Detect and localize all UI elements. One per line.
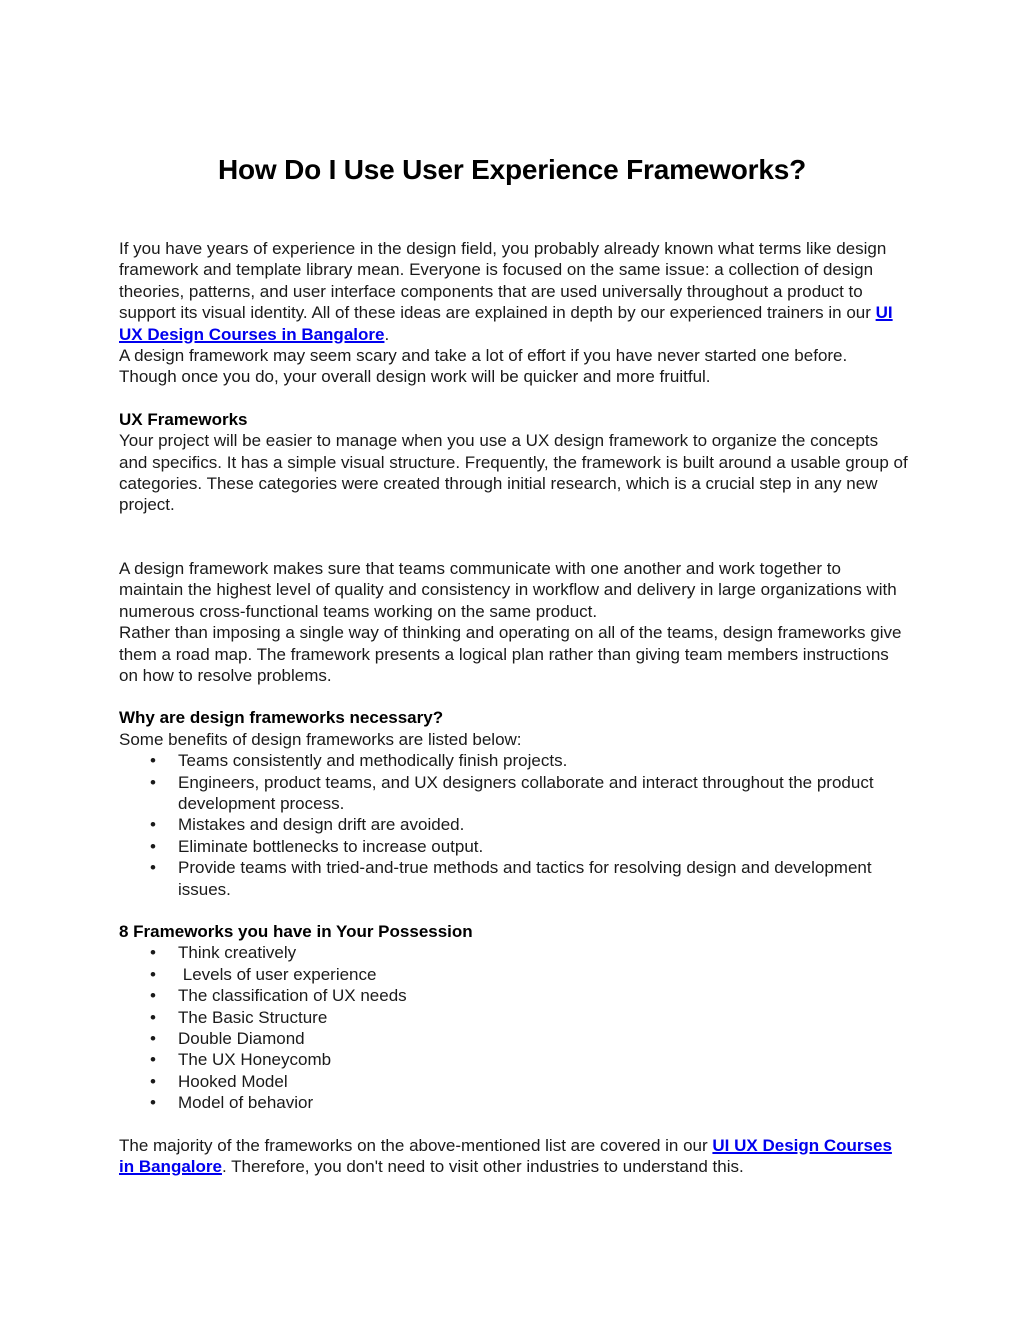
list-item-label: Engineers, product teams, and UX designers collaborate and interact throughout the product development process. [178, 772, 874, 813]
intro-text-part1: If you have years of experience in the design field, you probably already known what terms like design framework and template library mean. Everyone is focused on the same issue: a collection of design theories, patterns, and user interface components that are used universally throughout a product to support its visual identity. All of these ideas are explained in depth by our experienced trainers in our [119, 239, 887, 323]
list-item [119, 1028, 909, 1049]
bullet-icon: • [150, 1029, 156, 1048]
why-necessary-heading: Why are design frameworks necessary? [119, 708, 444, 728]
list-item [119, 985, 909, 1006]
page-title: How Do I Use User Experience Frameworks? [218, 153, 806, 185]
list-item [119, 814, 909, 835]
list-item-label: Double Diamond [178, 1029, 305, 1048]
list-item-label: The Basic Structure [178, 1007, 328, 1027]
spacer [119, 388, 909, 409]
bullet-icon: • [150, 836, 156, 856]
closing-paragraph [119, 1135, 909, 1178]
ui-ux-design-courses-link[interactable]: UI UX Design Courses in Bangalore [119, 303, 893, 344]
ux-frameworks-paragraph: Your project will be easier to manage when you use a UX design framework to organize the concepts and specifics. It has a simple visual structure. Frequently, the framework is built around a usable group of categories. These categories were created through initial research, which is a crucial step in any new project. [119, 431, 908, 515]
bullet-icon: • [150, 772, 156, 792]
list-item-label: The UX Honeycomb [178, 1050, 332, 1070]
bullet-icon: • [150, 858, 156, 878]
list-item-label: Teams consistently and methodically finish projects. [178, 751, 568, 771]
list-item-label: Mistakes and design drift are avoided. [178, 815, 465, 835]
list-item [119, 772, 909, 815]
frameworks-list [119, 942, 909, 1113]
list-item [119, 1092, 909, 1113]
list-item-label: The classification of UX needs [178, 986, 407, 1006]
list-item-label: Think creatively [178, 943, 297, 963]
closing-text-part1: The majority of the frameworks on the above-mentioned list are covered in our [119, 1135, 713, 1155]
list-item-label: Provide teams with tried-and-true methods and tactics for resolving design and development issues. [178, 858, 872, 899]
list-item [119, 750, 909, 771]
bullet-icon: • [150, 751, 156, 771]
list-item [119, 964, 909, 985]
list-item-label: Hooked Model [178, 1071, 288, 1091]
bullet-icon: • [150, 1050, 156, 1070]
list-item-label: Levels of user experience [178, 964, 377, 984]
bullet-icon: • [150, 1093, 156, 1113]
document-body [119, 238, 909, 1177]
benefits-list [119, 750, 909, 900]
spacer [119, 900, 909, 921]
list-item-label: Model of behavior [178, 1093, 314, 1113]
closing-text-part2: . Therefore, you don't need to visit other industries to understand this. [221, 1157, 744, 1177]
bullet-icon: • [150, 1071, 156, 1091]
collaboration-paragraph-1: A design framework makes sure that teams communicate with one another and work together to maintain the highest level of quality and consistency in workflow and delivery in large organizations with numerous cross-functional teams working on the same product. [119, 558, 897, 621]
list-item [119, 857, 909, 900]
bullet-icon: • [150, 986, 156, 1006]
list-item-label: Eliminate bottlenecks to increase output. [178, 836, 484, 856]
bullet-icon: • [150, 943, 156, 963]
intro-paragraph-continued: A design framework may seem scary and take a lot of effort if you have never started one before. Though once you do, your overall design work will be quicker and more fruitful. [119, 346, 848, 387]
spacer [119, 686, 909, 707]
list-item [119, 1071, 909, 1092]
why-necessary-intro: Some benefits of design frameworks are listed below: [119, 729, 522, 749]
intro-text-part2: . [384, 324, 390, 344]
spacer [119, 1114, 909, 1135]
spacer [119, 516, 909, 558]
list-item [119, 1049, 909, 1070]
ux-frameworks-heading: UX Frameworks [119, 409, 248, 429]
list-item [119, 836, 909, 857]
bullet-icon: • [150, 1007, 156, 1027]
ui-ux-design-courses-link-closing[interactable]: UI UX Design Courses in Bangalore [119, 1135, 892, 1177]
list-item [119, 1007, 909, 1028]
list-item [119, 942, 909, 963]
collaboration-paragraph-2: Rather than imposing a single way of thinking and operating on all of the teams, design frameworks give them a road map. The framework presents a logical plan rather than giving team members instructions on how to resolve problems. [119, 623, 902, 685]
possession-heading: 8 Frameworks you have in Your Possession [119, 921, 473, 941]
bullet-icon: • [150, 815, 156, 835]
intro-paragraph [119, 238, 909, 345]
bullet-icon: • [150, 964, 156, 984]
